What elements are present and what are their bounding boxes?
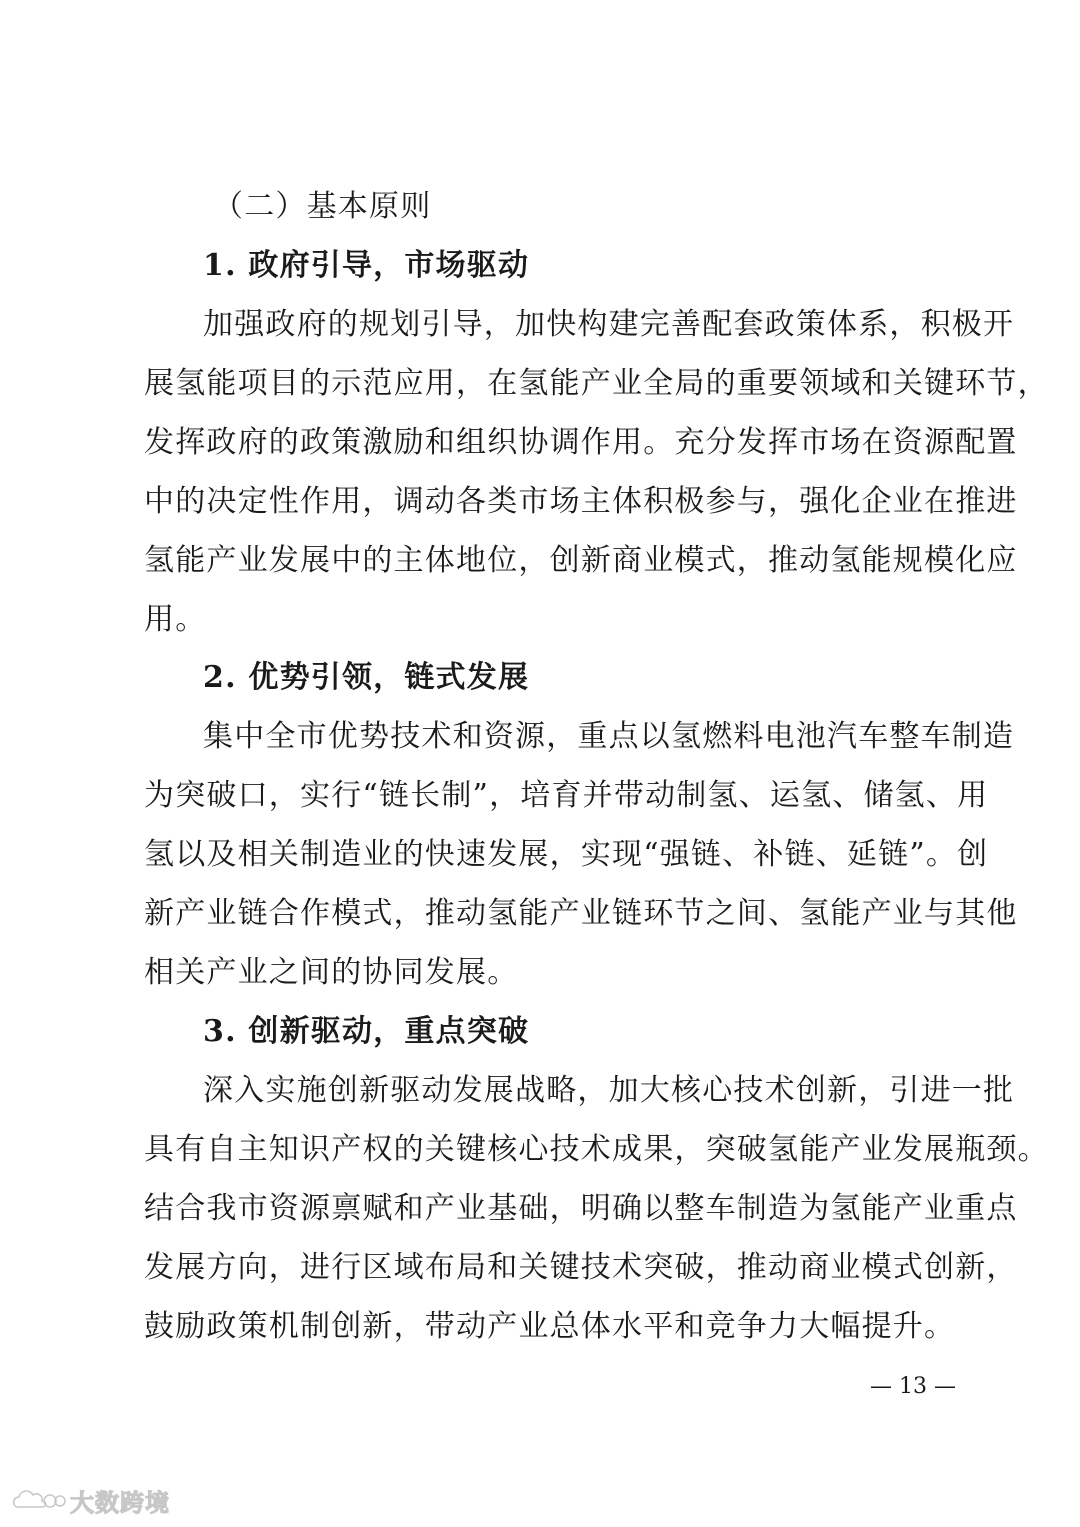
paragraph-line: 氢以及相关制造业的快速发展，实现“强链、补链、延链”。创 (144, 837, 989, 872)
principle-2-heading: 2. 优势引领，链式发展 (203, 660, 530, 695)
paragraph-line: 鼓励政策机制创新，带动产业总体水平和竞争力大幅提升。 (144, 1309, 956, 1344)
watermark (10, 1484, 170, 1516)
watermark-text: 大数跨境 (70, 1488, 170, 1517)
paragraph-line: 中的决定性作用，调动各类市场主体积极参与，强化企业在推进 (144, 484, 1018, 519)
paragraph-line: 相关产业之间的协同发展。 (144, 955, 519, 990)
paragraph-line: 用。 (144, 602, 207, 637)
paragraph-line: 结合我市资源禀赋和产业基础，明确以整车制造为氢能产业重点 (144, 1191, 1018, 1226)
paragraph-line: 加强政府的规划引导，加快构建完善配套政策体系，积极开 (203, 307, 1015, 342)
paragraph-line: 新产业链合作模式，推动氢能产业链环节之间、氢能产业与其他 (144, 896, 1018, 931)
section-title: （二）基本原则 (213, 189, 432, 224)
principle-1-heading: 1. 政府引导，市场驱动 (203, 248, 530, 283)
paragraph-line: 发展方向，进行区域布局和关键技术突破，推动商业模式创新， (144, 1250, 1018, 1285)
paragraph-line: 展氢能项目的示范应用，在氢能产业全局的重要领域和关键环节， (144, 366, 1049, 401)
paragraph-line: 发挥政府的政策激励和组织协调作用。充分发挥市场在资源配置 (144, 425, 1018, 460)
paragraph-line: 氢能产业发展中的主体地位，创新商业模式，推动氢能规模化应 (144, 543, 1018, 578)
paragraph-line: 集中全市优势技术和资源，重点以氢燃料电池汽车整车制造 (203, 719, 1015, 754)
paragraph-line: 具有自主知识产权的关键核心技术成果，突破氢能产业发展瓶颈。 (144, 1132, 1049, 1167)
paragraph-line: 为突破口，实行“链长制”，培育并带动制氢、运氢、储氢、用 (144, 778, 989, 813)
cloud-logo-icon (10, 1485, 66, 1515)
principle-3-heading: 3. 创新驱动，重点突破 (203, 1014, 530, 1049)
page-number: — 13 — (870, 1374, 956, 1399)
paragraph-line: 深入实施创新驱动发展战略，加大核心技术创新，引进一批 (203, 1073, 1015, 1108)
